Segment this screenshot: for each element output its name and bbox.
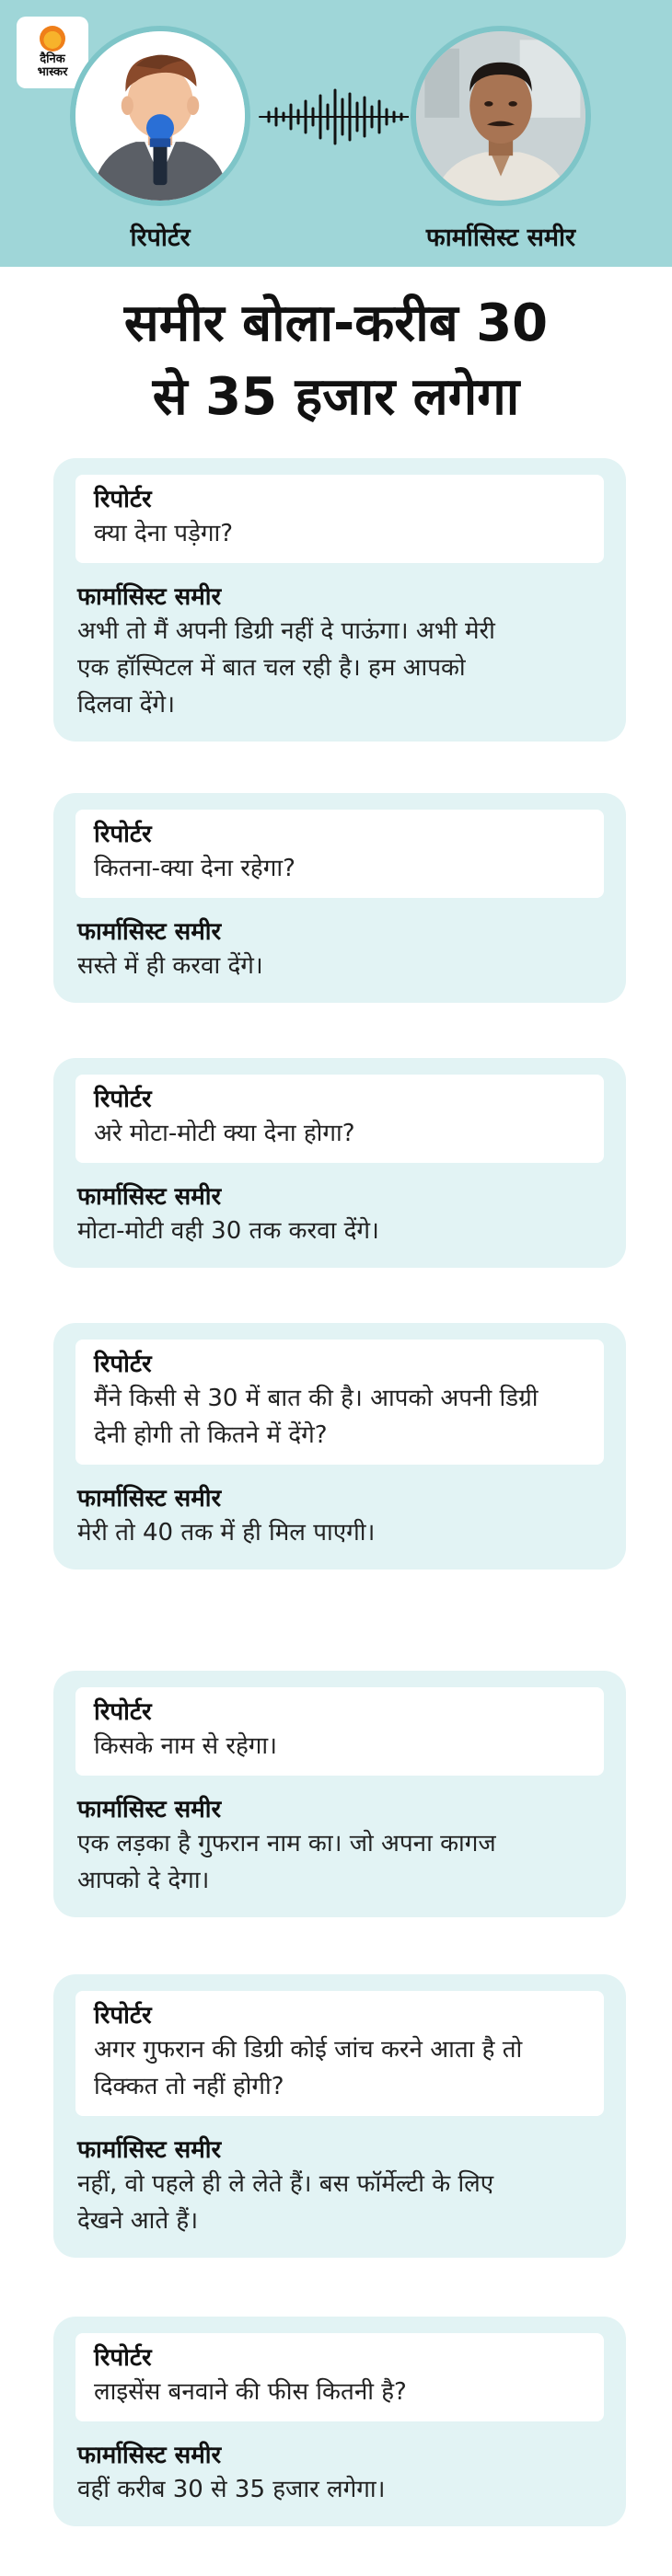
- question-speaker: रिपोर्टर: [94, 2344, 152, 2372]
- question-text: अरे मोटा-मोटी क्या देना होगा?: [94, 1120, 355, 1147]
- answer-speaker: फार्मासिस्ट समीर: [77, 1183, 222, 1211]
- question-speaker: रिपोर्टर: [94, 1086, 152, 1113]
- answer-box: [75, 2116, 604, 2239]
- question-box: [75, 475, 604, 563]
- conversation-card: [53, 1671, 626, 1917]
- conversation-card: [53, 1974, 626, 2258]
- question-speaker: रिपोर्टर: [94, 1698, 152, 1726]
- pharmacist-samir-photo: [411, 26, 591, 206]
- question-text: क्या देना पड़ेगा?: [94, 520, 234, 547]
- question-speaker: रिपोर्टर: [94, 1351, 152, 1378]
- question-text: दिक्कत तो नहीं होगी?: [94, 2073, 284, 2100]
- question-text: लाइसेंस बनवाने की फीस कितनी है?: [94, 2378, 407, 2406]
- conversation-card: [53, 458, 626, 742]
- sun-icon: [40, 26, 65, 52]
- answer-box: [75, 898, 604, 984]
- reporter-label: रिपोर्टर: [130, 224, 191, 252]
- question-text: अगर गुफरान की डिग्री कोई जांच करने आता है तो: [94, 2036, 523, 2064]
- answer-box: [75, 2421, 604, 2508]
- question-speaker: रिपोर्टर: [94, 821, 152, 848]
- question-box: [75, 1340, 604, 1465]
- question-text: किसके नाम से रहेगा।: [94, 1732, 277, 1760]
- answer-text: अभी तो मैं अपनी डिग्री नहीं दे पाऊंगा। अभी मेरी: [77, 617, 495, 645]
- headline-line-2: से 35 हजार लगेगा: [152, 367, 520, 427]
- answer-text: वहीं करीब 30 से 35 हजार लगेगा।: [77, 2476, 386, 2503]
- question-box: [75, 1991, 604, 2116]
- question-text: देनी होगी तो कितने में देंगे?: [94, 1421, 328, 1449]
- answer-speaker: फार्मासिस्ट समीर: [77, 2136, 222, 2164]
- conversation-card: [53, 1058, 626, 1268]
- question-box: [75, 1075, 604, 1163]
- answer-box: [75, 1776, 604, 1899]
- pharmacist-label: फार्मासिस्ट समीर: [425, 224, 576, 252]
- answer-speaker: फार्मासिस्ट समीर: [77, 918, 222, 946]
- sound-wave-icon: [256, 85, 409, 149]
- answer-text: दिलवा देंगे।: [77, 691, 175, 719]
- question-box: [75, 1687, 604, 1776]
- logo-line-2: भास्कर: [37, 65, 68, 79]
- header-banner: [0, 0, 672, 267]
- headline-line-1: समीर बोला-करीब 30: [123, 293, 549, 353]
- conversation-card: [53, 793, 626, 1003]
- answer-box: [75, 1465, 604, 1551]
- question-speaker: रिपोर्टर: [94, 486, 152, 513]
- answer-text: एक हॉस्पिटल में बात चल रही है। हम आपको: [77, 654, 466, 682]
- conversation-card: [53, 1323, 626, 1570]
- answer-box: [75, 1163, 604, 1249]
- question-box: [75, 810, 604, 898]
- question-text: कितना-क्या देना रहेगा?: [94, 855, 295, 882]
- person-photo-icon: [416, 31, 585, 201]
- question-text: मैंने किसी से 30 में बात की है। आपको अपनी डिग्री: [94, 1385, 539, 1412]
- answer-text: मोटा-मोटी वही 30 तक करवा देंगे।: [77, 1217, 379, 1245]
- reporter-illustration-icon: [75, 31, 245, 201]
- answer-text: मेरी तो 40 तक में ही मिल पाएगी।: [77, 1519, 376, 1547]
- answer-speaker: फार्मासिस्ट समीर: [77, 1796, 222, 1823]
- answer-text: देखने आते हैं।: [77, 2207, 199, 2235]
- answer-speaker: फार्मासिस्ट समीर: [77, 583, 222, 611]
- answer-speaker: फार्मासिस्ट समीर: [77, 2442, 222, 2469]
- answer-speaker: फार्मासिस्ट समीर: [77, 1485, 222, 1512]
- logo-line-1: दैनिक: [40, 52, 65, 66]
- answer-text: आपको दे देगा।: [77, 1867, 210, 1894]
- answer-box: [75, 563, 604, 723]
- question-speaker: रिपोर्टर: [94, 2002, 152, 2030]
- answer-text: एक लड़का है गुफरान नाम का। जो अपना कागज: [77, 1830, 496, 1857]
- answer-text: सस्ते में ही करवा देंगे।: [77, 952, 263, 980]
- answer-text: नहीं, वो पहले ही ले लेते हैं। बस फॉर्मेल्टी के लिए: [77, 2170, 494, 2198]
- reporter-avatar: [70, 26, 250, 206]
- headline: [0, 287, 672, 434]
- question-box: [75, 2333, 604, 2421]
- conversation-card: [53, 2317, 626, 2526]
